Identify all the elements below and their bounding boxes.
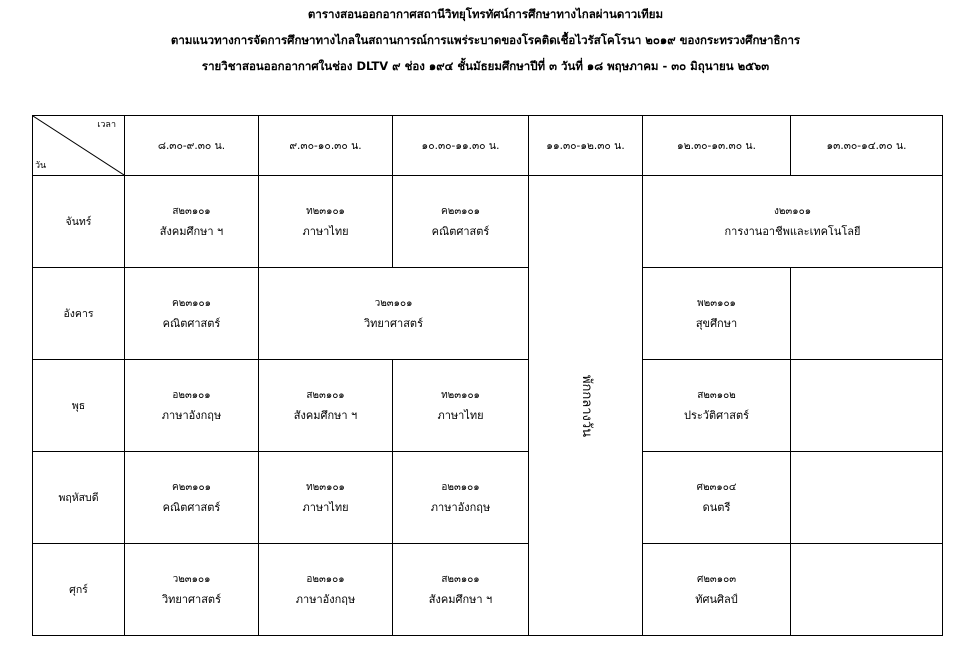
subject-code: ค๒๓๑๐๑: [441, 205, 480, 217]
subject-code: อ๒๓๑๐๑: [441, 481, 480, 493]
subject-code: อ๒๓๑๐๑: [172, 389, 211, 401]
time-slot-header: ๙.๓๐-๑๐.๓๐ น.: [259, 116, 393, 176]
subject-name: ดนตรี: [702, 500, 731, 514]
day-label: จันทร์: [33, 176, 125, 268]
subject-code: ค๒๓๑๐๑: [172, 481, 211, 493]
class-cell: [643, 268, 791, 360]
class-cell: [125, 176, 259, 268]
day-row-tuesday: [33, 268, 943, 360]
lunch-break-cell: [529, 176, 643, 636]
subject-name: คณิตศาสตร์: [431, 224, 490, 238]
schedule-title: ตารางสอนออกอากาศสถานีวิทยุโทรทัศน์การศึกษาทางไกลผ่านดาวเทียม: [307, 7, 664, 21]
day-row-monday: [33, 176, 943, 268]
day-label: พฤหัสบดี: [33, 452, 125, 544]
subject-name: สังคมศึกษา ฯ: [159, 224, 224, 238]
subject-name: ทัศนศิลป์: [695, 592, 738, 606]
day-row-wednesday: [33, 360, 943, 452]
class-cell: [259, 360, 393, 452]
schedule-subtitle: ตามแนวทางการจัดการศึกษาทางไกลในสถานการณ์การแพร่ระบาดของโรคติดเชื้อไวรัสโคโรนา ๒๐๑๙ ของกระทรวงศึกษาธิการ: [170, 33, 801, 47]
day-label: ศุกร์: [33, 544, 125, 636]
day-row-thursday: [33, 452, 943, 544]
subject-code: ศ๒๓๑๐๔: [696, 481, 737, 493]
empty-cell: [791, 268, 943, 360]
empty-cell: [791, 360, 943, 452]
class-cell: [259, 544, 393, 636]
time-slot-header: ๑๑.๓๐-๑๒.๓๐ น.: [529, 116, 643, 176]
subject-code: ท๒๓๑๐๑: [441, 389, 480, 401]
subject-name: สังคมศึกษา ฯ: [293, 408, 358, 422]
class-cell: [125, 452, 259, 544]
subject-name: คณิตศาสตร์: [162, 500, 221, 514]
subject-code: ว๒๓๑๐๑: [172, 573, 211, 585]
subject-code: ส๒๓๑๐๑: [306, 389, 345, 401]
corner-day-label: วัน: [35, 161, 47, 171]
time-slot-header: ๑๒.๓๐-๑๓.๓๐ น.: [643, 116, 791, 176]
subject-code: ท๒๓๑๐๑: [306, 205, 345, 217]
class-cell: [125, 544, 259, 636]
class-cell: [125, 360, 259, 452]
time-slot-header: ๘.๓๐-๙.๓๐ น.: [125, 116, 259, 176]
class-cell: [643, 544, 791, 636]
subject-code: ส๒๓๑๐๑: [441, 573, 480, 585]
subject-name: วิทยาศาสตร์: [364, 316, 423, 330]
subject-name: ภาษาอังกฤษ: [430, 500, 491, 514]
subject-code: ท๒๓๑๐๑: [306, 481, 345, 493]
subject-code: ว๒๓๑๐๑: [374, 297, 413, 309]
subject-code: ส๒๓๑๐๑: [172, 205, 211, 217]
subject-name: ภาษาอังกฤษ: [295, 592, 356, 606]
class-cell: [393, 176, 529, 268]
subject-name: คณิตศาสตร์: [162, 316, 221, 330]
subject-name: ภาษาไทย: [302, 500, 349, 514]
subject-code: พ๒๓๑๐๑: [697, 297, 736, 309]
subject-name: ภาษาไทย: [437, 408, 484, 422]
subject-name: ประวัติศาสตร์: [683, 408, 750, 422]
class-cell: [643, 360, 791, 452]
subject-code: ศ๒๓๑๐๓: [696, 573, 737, 585]
class-cell: [393, 360, 529, 452]
class-cell: [125, 268, 259, 360]
subject-name: การงานอาชีพและเทคโนโลยี: [724, 224, 861, 238]
header-row: [33, 116, 943, 176]
day-label: อังคาร: [33, 268, 125, 360]
corner-time-label: เวลา: [97, 120, 116, 130]
class-cell: [643, 176, 943, 268]
class-cell: [393, 452, 529, 544]
class-cell: [259, 176, 393, 268]
class-cell: [393, 544, 529, 636]
subject-code: ง๒๓๑๐๑: [773, 205, 812, 217]
day-label: พุธ: [33, 360, 125, 452]
class-cell: [259, 268, 529, 360]
corner-cell: [33, 116, 125, 176]
timetable: [32, 115, 943, 636]
subject-name: สังคมศึกษา ฯ: [428, 592, 493, 606]
subject-name: ภาษาอังกฤษ: [161, 408, 222, 422]
subject-code: อ๒๓๑๐๑: [306, 573, 345, 585]
time-slot-header: ๑๓.๓๐-๑๔.๓๐ น.: [791, 116, 943, 176]
empty-cell: [791, 544, 943, 636]
subject-name: ภาษาไทย: [302, 224, 349, 238]
time-slot-header: ๑๐.๓๐-๑๑.๓๐ น.: [393, 116, 529, 176]
subject-code: ส๒๓๑๐๒: [697, 389, 736, 401]
class-cell: [259, 452, 393, 544]
subject-name: วิทยาศาสตร์: [162, 592, 221, 606]
schedule-description: รายวิชาสอนออกอากาศในช่อง DLTV ๙ ช่อง ๑๙๔ ชั้นมัธยมศึกษาปีที่ ๓ วันที่ ๑๘ พฤษภาคม - ๓๐ มิถุนายน ๒๕๖๓: [201, 59, 770, 73]
subject-name: สุขศึกษา: [695, 316, 738, 330]
lunch-break-label: พักกลางวัน: [578, 374, 594, 437]
day-row-friday: [33, 544, 943, 636]
subject-code: ค๒๓๑๐๑: [172, 297, 211, 309]
class-cell: [643, 452, 791, 544]
empty-cell: [791, 452, 943, 544]
